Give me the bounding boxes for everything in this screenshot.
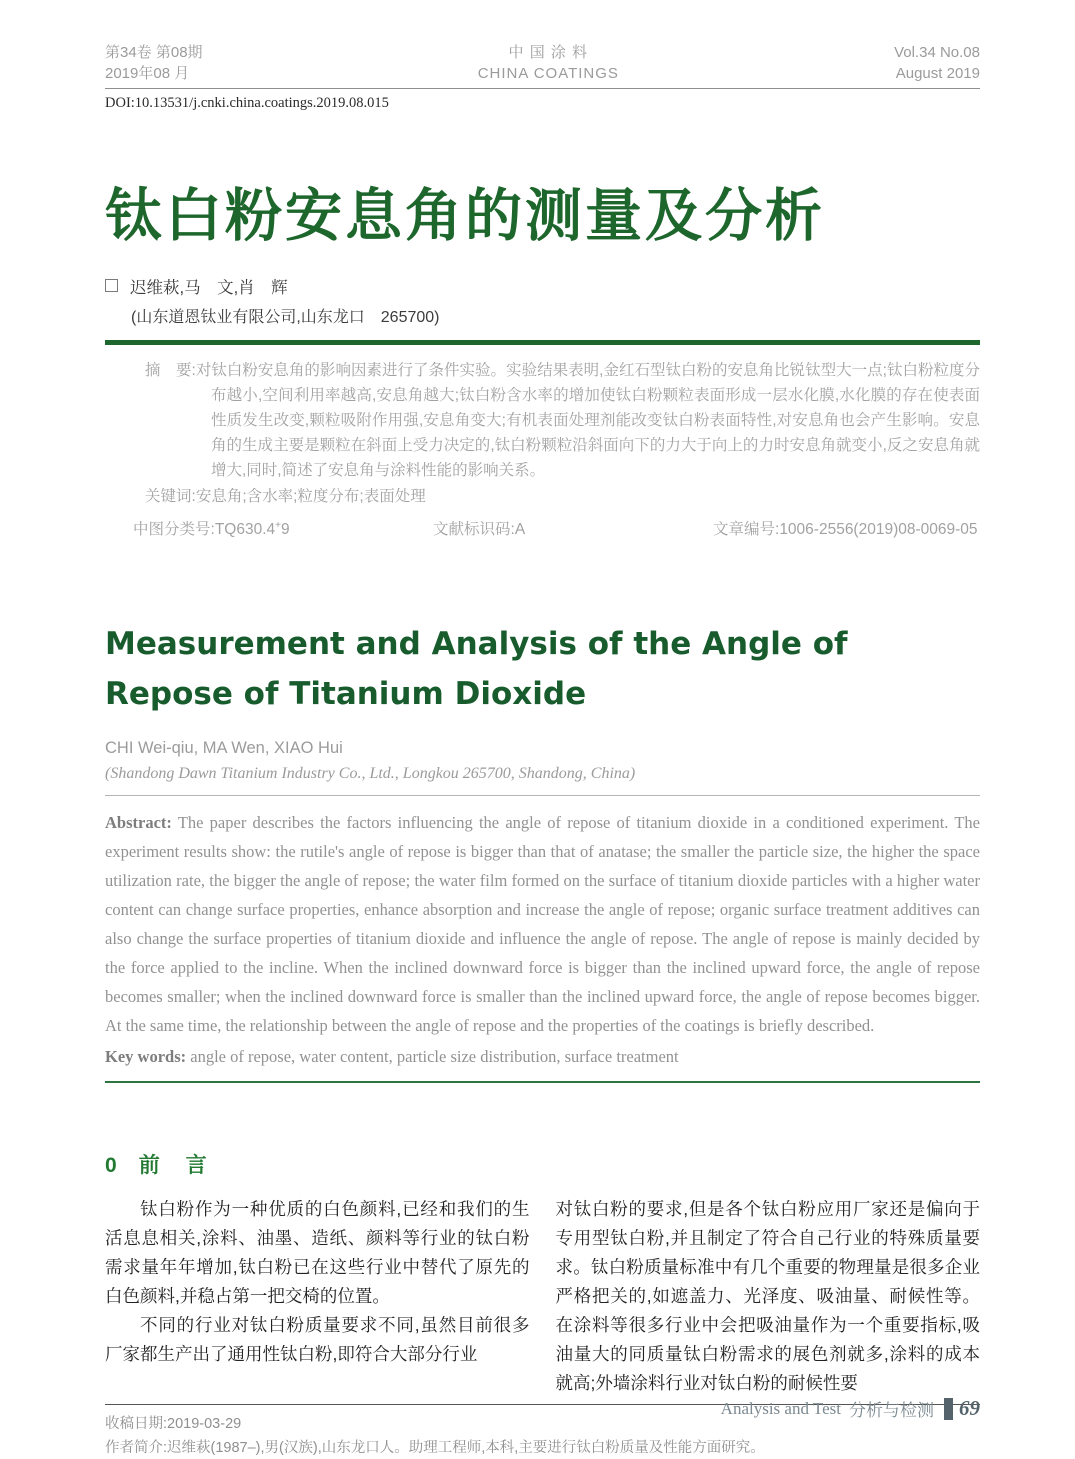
authors-zh — [105, 274, 980, 298]
section-number: 0 — [105, 1153, 117, 1177]
article-title-en: Measurement and Analysis of the Angle of Repose of Titanium Dioxide — [105, 625, 848, 712]
paragraph: 钛白粉作为一种优质的白色颜料,已经和我们的生活息息相关,涂料、油墨、造纸、颜料等行业的钛白粉需求量年年增加,钛白粉已在这些行业中替代了原先的白色颜料,并稳占第一把交椅的位置。 — [105, 1198, 530, 1306]
journal-name-en: CHINA COATINGS — [477, 65, 619, 82]
abstract-zh-label: 摘 要: — [145, 361, 196, 379]
abstract-en-text: The paper describes the factors influencing the angle of repose of titanium dioxide in a conditioned experiment. The experiment results show: the rutile's angle of repose is bigger than that of anatase; the smaller the particle size, the higher the space utilization rate, the bigger the angle of repose; the water film formed on the surface of titanium dioxide particles with a higher water content can change surface properties, enhance absorption and increase the angle of repose; organic surface treatment additives can also change the surface properties of titanium dioxide and influence the angle of repose. The angle of repose is mainly decided by the force applied to the incline. When the inclined downward force is bigger than the inclined upward force, the angle of repose becomes smaller; when the inclined downward force is smaller than the inclined upward force, the angle of repose becomes bigger. At the same time, the relationship between the angle of repose and the properties of the coatings is briefly described. — [105, 812, 980, 1035]
keywords-en — [105, 1042, 980, 1083]
journal-header — [105, 42, 980, 89]
bio-value: 迟维萩(1987–),男(汉族),山东龙口人。助理工程师,本科,主要进行钛白粉质量及性能方面研究。 — [167, 1439, 765, 1456]
abstract-en — [105, 808, 980, 1040]
authors-zh-names: 迟维萩,马 文,肖 辉 — [130, 278, 288, 297]
keywords-zh-text: 安息角;含水率;粒度分布;表面处理 — [195, 487, 426, 505]
volume-issue-zh: 第34卷 第08期 — [105, 44, 203, 61]
journal-name-zh: 中 国 涂 料 — [508, 44, 589, 61]
section-heading — [105, 1149, 980, 1179]
affiliation-en: (Shandong Dawn Titanium Industry Co., Ltd., Longkou 265700, Shandong, China) — [105, 765, 980, 796]
header-issue-info-en — [894, 42, 980, 84]
document-code — [433, 517, 713, 539]
bio-label: 作者简介: — [105, 1439, 168, 1456]
clc-value: TQ630.4 — [214, 520, 276, 538]
article-id-label: 文章编号: — [713, 520, 780, 538]
article-id-value: 1006-2556(2019)08-0069-05 — [779, 520, 978, 538]
received-label: 收稿日期: — [105, 1415, 168, 1432]
date-zh: 2019年08 月 — [105, 65, 190, 82]
doc-code-value: A — [514, 520, 526, 538]
abstract-en-label: Abstract: — [105, 812, 172, 832]
left-column — [105, 1195, 530, 1398]
doi-line: DOI:10.13531/j.cnki.china.coatings.2019.08.015 — [105, 95, 389, 111]
clc-tail: 9 — [280, 520, 290, 538]
clc-label: 中图分类号: — [133, 520, 215, 538]
authors-en: CHI Wei-qiu, MA Wen, XIAO Hui — [105, 738, 343, 757]
keywords-en-label: Key words: — [105, 1046, 187, 1066]
separator-green-thick — [105, 340, 980, 345]
paragraph: 不同的行业对钛白粉质量要求不同,虽然目前很多厂家都生产出了通用性钛白粉,即符合大部分行业 — [105, 1314, 530, 1364]
author-bio-line — [105, 1436, 980, 1459]
header-issue-info — [105, 42, 203, 84]
keywords-zh-label: 关键词: — [145, 487, 196, 505]
clc-superscript: + — [275, 519, 281, 531]
abstract-zh — [145, 358, 980, 483]
body-columns — [105, 1195, 980, 1398]
article-id — [713, 517, 978, 539]
received-value: 2019-03-29 — [167, 1415, 242, 1432]
footer-bar — [944, 1398, 953, 1420]
section-title: 前言 — [138, 1153, 233, 1177]
keywords-en-text: angle of repose, water content, particle size distribution, surface treatment — [186, 1046, 679, 1066]
footer-section-en: Analysis and Test — [720, 1398, 841, 1418]
keywords-zh — [145, 484, 980, 509]
classification-row — [133, 517, 980, 539]
page-number: 69 — [959, 1396, 980, 1420]
doc-code-label: 文献标识码: — [433, 520, 515, 538]
right-column — [556, 1195, 981, 1398]
page-footer — [721, 1396, 980, 1421]
affiliation-zh: (山东道恩钛业有限公司,山东龙口 265700) — [131, 308, 440, 326]
paragraph: 对钛白粉的要求,但是各个钛白粉应用厂家还是偏向于专用型钛白粉,并且制定了符合自己行业的特殊质量要求。钛白粉质量标准中有几个重要的物理量是很多企业严格把关的,如遮盖力、光泽度、吸油量、耐候性等。在涂料等很多行业中会把吸油量作为一个重要指标,吸油量大的同质量钛白粉需求的展色剂就多,涂料的成本就高;外墙涂料行业对钛白粉的耐候性要 — [555, 1198, 980, 1393]
clc-number — [133, 517, 433, 539]
volume-issue-en: Vol.34 No.08 — [894, 44, 980, 61]
article-title-zh: 钛白粉安息角的测量及分析 — [105, 183, 825, 249]
abstract-zh-text: 对钛白粉安息角的影响因素进行了条件实验。实验结果表明,金红石型钛白粉的安息角比锐钛型大一点;钛白粉粒度分布越小,空间利用率越高,安息角越大;钛白粉含水率的增加使钛白粉颗粒表面形成一层水化膜,水化膜的存在使表面性质发生改变,颗粒吸附作用强,安息角变大;有机表面处理剂能改变钛白粉表面特性,对安息角也会产生影响。安息角的生成主要是颗粒在斜面上受力决定的,钛白粉颗粒沿斜面向下的力大于向上的力时安息角就变小,反之安息角就增大,同时,简述了安息角与涂料性能的影响关系。 — [195, 361, 980, 479]
journal-name — [478, 42, 619, 84]
date-en: August 2019 — [895, 65, 980, 82]
author-marker-box — [105, 279, 118, 292]
footer-section-zh: 分析与检测 — [849, 1401, 934, 1420]
